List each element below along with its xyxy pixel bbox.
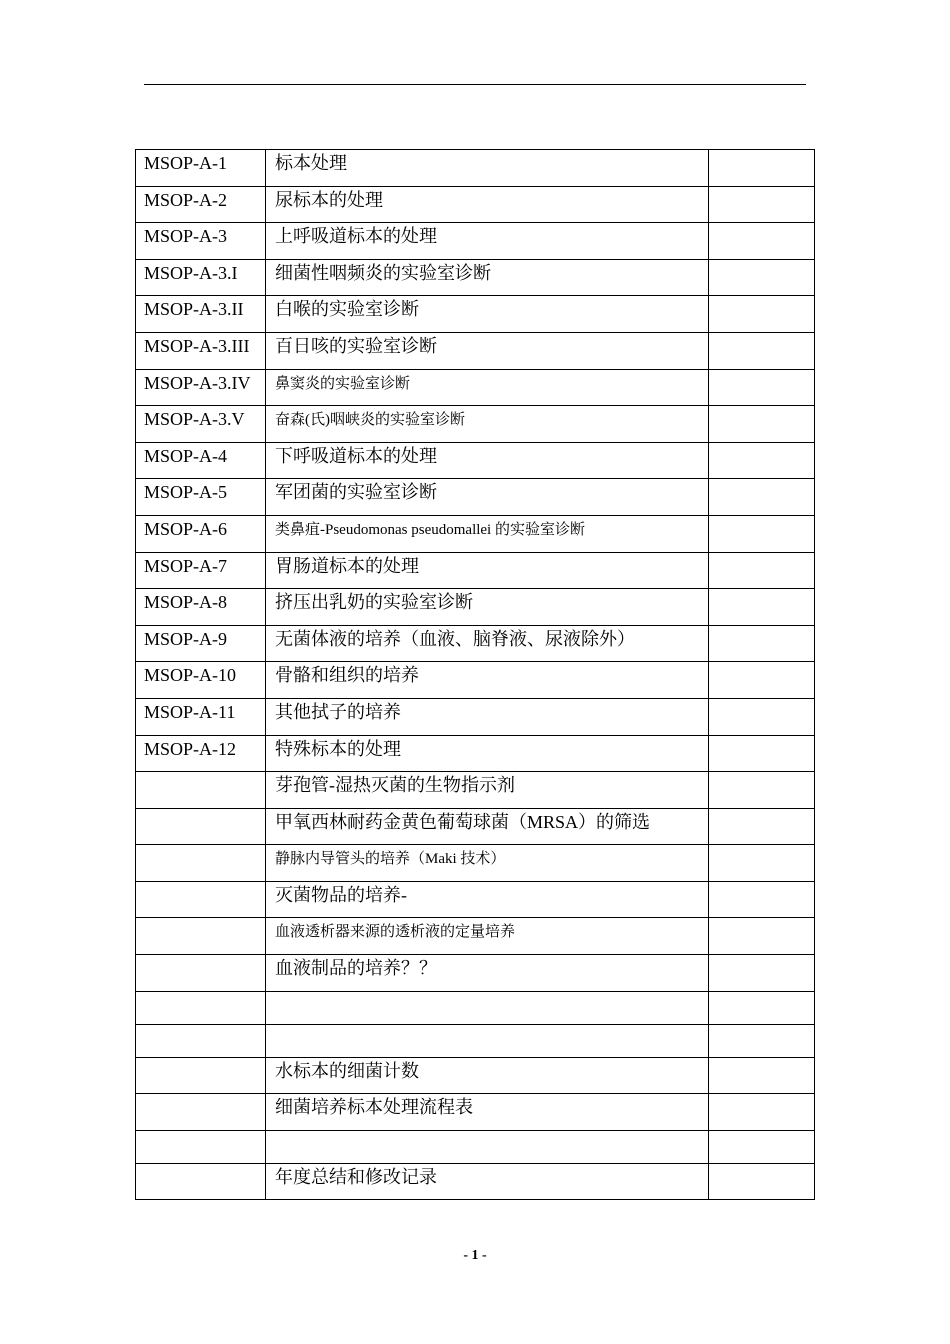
- sop-title-cell: [266, 735, 709, 772]
- sop-title-cell: [266, 625, 709, 662]
- sop-code: MSOP-A-4: [144, 445, 228, 466]
- sop-code: MSOP-A-6: [144, 518, 228, 539]
- sop-blank-cell: [709, 332, 815, 369]
- sop-title: [275, 1025, 708, 1027]
- sop-title-cell: [266, 442, 709, 479]
- sop-code-cell: [136, 808, 266, 845]
- sop-title: 百日咳的实验室诊断: [275, 335, 437, 356]
- table-row: [136, 589, 815, 626]
- sop-code: [144, 809, 265, 811]
- sop-code-cell: [136, 698, 266, 735]
- sop-code: MSOP-A-9: [144, 628, 228, 649]
- sop-code-cell: [136, 589, 266, 626]
- table-row: [136, 1024, 815, 1057]
- table-row: [136, 845, 815, 882]
- table-row: [136, 223, 815, 260]
- sop-code-cell: [136, 332, 266, 369]
- sop-title: 甲氧西林耐药金黄色葡萄球菌（MRSA）的筛选: [275, 811, 651, 832]
- sop-blank-cell: [709, 735, 815, 772]
- sop-code: [144, 882, 265, 884]
- table-row: [136, 369, 815, 406]
- sop-title: 军团菌的实验室诊断: [275, 482, 437, 503]
- sop-code-cell: [136, 735, 266, 772]
- sop-code: MSOP-A-3: [144, 226, 228, 247]
- table-row: [136, 259, 815, 296]
- sop-code-cell: [136, 552, 266, 589]
- sop-code: MSOP-A-3.IV: [144, 372, 251, 393]
- sop-title-cell: [266, 369, 709, 406]
- sop-code-cell: [136, 662, 266, 699]
- sop-blank-cell: [709, 515, 815, 552]
- sop-blank-cell: [709, 662, 815, 699]
- sop-blank-cell: [709, 479, 815, 516]
- sop-code-cell: [136, 186, 266, 223]
- table-row: [136, 296, 815, 333]
- sop-title-cell: [266, 1130, 709, 1163]
- sop-code: MSOP-A-7: [144, 555, 228, 576]
- page-number: - 1 -: [463, 1248, 487, 1263]
- sop-blank-cell: [709, 918, 815, 955]
- sop-blank-cell: [709, 1094, 815, 1131]
- sop-blank-cell: [709, 991, 815, 1024]
- sop-code-cell: [136, 918, 266, 955]
- sop-code: [144, 992, 265, 994]
- sop-code: [144, 955, 265, 957]
- sop-code-cell: [136, 1024, 266, 1057]
- table-row: [136, 442, 815, 479]
- sop-code: [144, 1094, 265, 1096]
- table-row: [136, 698, 815, 735]
- sop-code-cell: [136, 1057, 266, 1094]
- sop-title: 标本处理: [275, 153, 347, 173]
- sop-title-cell: [266, 259, 709, 296]
- sop-title: 下呼吸道标本的处理: [275, 445, 437, 466]
- sop-code: [144, 772, 265, 774]
- sop-code: [144, 845, 265, 847]
- sop-code-cell: [136, 150, 266, 187]
- table-row: [136, 881, 815, 918]
- sop-index-table: [135, 149, 815, 1200]
- sop-code-cell: [136, 223, 266, 260]
- sop-title: 类鼻疽-Pseudomonas pseudomallei 的实验室诊断: [275, 521, 585, 538]
- sop-title-cell: [266, 515, 709, 552]
- sop-title: 年度总结和修改记录: [275, 1166, 437, 1187]
- sop-title-cell: [266, 1163, 709, 1200]
- sop-blank-cell: [709, 845, 815, 882]
- sop-title: 血液制品的培养？？: [275, 958, 437, 979]
- header-rule: [144, 84, 806, 85]
- sop-title-cell: [266, 1024, 709, 1057]
- sop-title-cell: [266, 1094, 709, 1131]
- sop-code-cell: [136, 881, 266, 918]
- sop-title-cell: [266, 552, 709, 589]
- sop-code-cell: [136, 625, 266, 662]
- sop-code: [144, 918, 265, 920]
- table-row: [136, 625, 815, 662]
- sop-blank-cell: [709, 259, 815, 296]
- sop-blank-cell: [709, 955, 815, 992]
- sop-code-cell: [136, 772, 266, 809]
- table-row: [136, 991, 815, 1024]
- table-row: [136, 1057, 815, 1094]
- sop-title-cell: [266, 406, 709, 443]
- sop-title-cell: [266, 332, 709, 369]
- sop-title: [275, 992, 708, 994]
- sop-code-cell: [136, 442, 266, 479]
- sop-blank-cell: [709, 296, 815, 333]
- sop-blank-cell: [709, 442, 815, 479]
- sop-blank-cell: [709, 808, 815, 845]
- sop-title: 白喉的实验室诊断: [275, 299, 419, 320]
- sop-blank-cell: [709, 698, 815, 735]
- sop-code: MSOP-A-10: [144, 665, 237, 686]
- sop-title-cell: [266, 223, 709, 260]
- sop-title-cell: [266, 1057, 709, 1094]
- sop-title: 无菌体液的培养（血液、脑脊液、尿液除外）: [275, 628, 635, 649]
- sop-code: MSOP-A-3.II: [144, 299, 244, 320]
- table-row: [136, 479, 815, 516]
- table-row: [136, 515, 815, 552]
- sop-title-cell: [266, 772, 709, 809]
- sop-title: [275, 1131, 708, 1133]
- sop-title-cell: [266, 479, 709, 516]
- sop-blank-cell: [709, 369, 815, 406]
- table-row: [136, 186, 815, 223]
- sop-code: [144, 1025, 265, 1027]
- sop-title-cell: [266, 296, 709, 333]
- sop-code-cell: [136, 406, 266, 443]
- sop-code-cell: [136, 479, 266, 516]
- sop-code: MSOP-A-8: [144, 592, 228, 613]
- sop-code-cell: [136, 259, 266, 296]
- sop-blank-cell: [709, 1024, 815, 1057]
- sop-blank-cell: [709, 406, 815, 443]
- sop-code: MSOP-A-3.V: [144, 409, 245, 430]
- table-row: [136, 662, 815, 699]
- sop-code: MSOP-A-1: [144, 153, 228, 173]
- sop-code-cell: [136, 991, 266, 1024]
- sop-code-cell: [136, 1130, 266, 1163]
- sop-title: 奋森(氏)咽峡炎的实验室诊断: [275, 412, 465, 429]
- sop-title: 其他拭子的培养: [275, 701, 401, 722]
- table-row: [136, 735, 815, 772]
- sop-title: 尿标本的处理: [275, 189, 383, 210]
- sop-blank-cell: [709, 1130, 815, 1163]
- sop-title-cell: [266, 918, 709, 955]
- sop-index-body: [136, 150, 815, 1200]
- sop-code: MSOP-A-2: [144, 189, 228, 210]
- table-row: [136, 406, 815, 443]
- sop-title-cell: [266, 589, 709, 626]
- sop-title: 鼻窦炎的实验室诊断: [275, 375, 411, 392]
- sop-blank-cell: [709, 881, 815, 918]
- sop-code: [144, 1164, 265, 1166]
- sop-title: 细菌培养标本处理流程表: [275, 1097, 473, 1118]
- sop-title: 挤压出乳奶的实验室诊断: [275, 592, 473, 613]
- sop-title: 细菌性咽频炎的实验室诊断: [275, 262, 491, 283]
- table-row: [136, 332, 815, 369]
- sop-code-cell: [136, 296, 266, 333]
- sop-code-cell: [136, 1163, 266, 1200]
- sop-blank-cell: [709, 625, 815, 662]
- sop-code: MSOP-A-3.I: [144, 262, 238, 283]
- table-row: [136, 552, 815, 589]
- table-row: [136, 772, 815, 809]
- sop-title: 灭菌物品的培养-: [275, 884, 407, 905]
- table-row: [136, 1130, 815, 1163]
- sop-blank-cell: [709, 1163, 815, 1200]
- sop-title: 水标本的细菌计数: [275, 1060, 419, 1081]
- table-row: [136, 150, 815, 187]
- sop-blank-cell: [709, 150, 815, 187]
- sop-title-cell: [266, 808, 709, 845]
- sop-title: 胃肠道标本的处理: [275, 555, 419, 576]
- sop-title: 上呼吸道标本的处理: [275, 226, 437, 247]
- sop-blank-cell: [709, 772, 815, 809]
- sop-title-cell: [266, 845, 709, 882]
- sop-title-cell: [266, 955, 709, 992]
- sop-title: 血液透析器来源的透析液的定量培养: [275, 924, 516, 941]
- sop-code-cell: [136, 845, 266, 882]
- sop-code: MSOP-A-12: [144, 738, 237, 759]
- sop-blank-cell: [709, 186, 815, 223]
- sop-code-cell: [136, 369, 266, 406]
- sop-code-cell: [136, 1094, 266, 1131]
- sop-blank-cell: [709, 552, 815, 589]
- sop-title-cell: [266, 698, 709, 735]
- sop-code: MSOP-A-5: [144, 482, 228, 503]
- sop-blank-cell: [709, 223, 815, 260]
- sop-blank-cell: [709, 1057, 815, 1094]
- sop-code-cell: [136, 515, 266, 552]
- sop-title: 静脉内导管头的培养（Maki 技术）: [275, 851, 506, 868]
- sop-title: 芽孢管-湿热灭菌的生物指示剂: [275, 775, 515, 796]
- table-row: [136, 1094, 815, 1131]
- table-row: [136, 918, 815, 955]
- sop-blank-cell: [709, 589, 815, 626]
- sop-title-cell: [266, 881, 709, 918]
- table-row: [136, 955, 815, 992]
- sop-title: 骨骼和组织的培养: [275, 665, 419, 686]
- sop-title: 特殊标本的处理: [275, 738, 401, 759]
- sop-code-cell: [136, 955, 266, 992]
- table-row: [136, 1163, 815, 1200]
- sop-title-cell: [266, 150, 709, 187]
- sop-title-cell: [266, 186, 709, 223]
- sop-code: [144, 1131, 265, 1133]
- sop-code: MSOP-A-3.III: [144, 335, 250, 356]
- sop-code: [144, 1058, 265, 1060]
- table-row: [136, 808, 815, 845]
- sop-code: MSOP-A-11: [144, 701, 236, 722]
- sop-title-cell: [266, 662, 709, 699]
- sop-title-cell: [266, 991, 709, 1024]
